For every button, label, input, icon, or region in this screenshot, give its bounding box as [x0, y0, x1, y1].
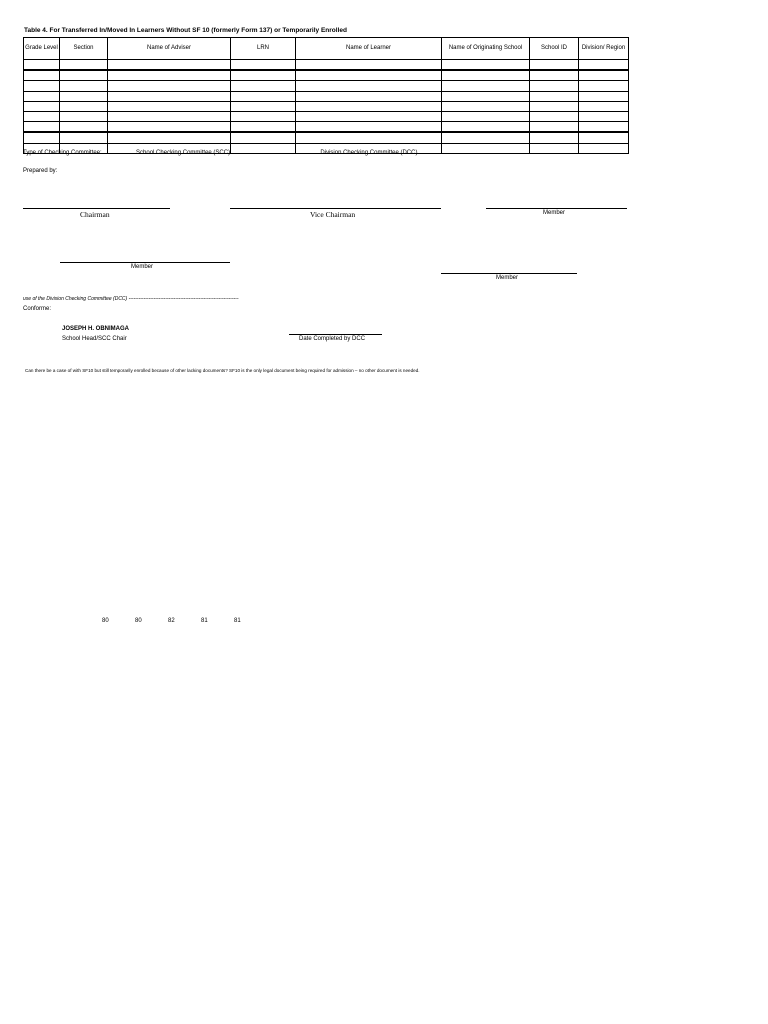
table-cell[interactable] [24, 132, 60, 143]
table-cell[interactable] [231, 60, 296, 71]
table-cell[interactable] [296, 132, 442, 143]
table-cell[interactable] [231, 81, 296, 91]
column-header: Section [60, 38, 108, 60]
table-row [24, 81, 629, 91]
table-cell[interactable] [530, 101, 579, 111]
table-cell[interactable] [60, 111, 108, 121]
table-cell[interactable] [296, 101, 442, 111]
table-cell[interactable] [108, 101, 231, 111]
number-1: 80 [102, 618, 109, 624]
dcc-option-label: Division Checking Committee (DCC) [320, 150, 418, 156]
conforme-label: Conforme: [23, 306, 52, 312]
dcc-checkbox-blank[interactable] [301, 147, 317, 154]
table-cell[interactable] [108, 111, 231, 121]
table-cell[interactable] [231, 101, 296, 111]
table-cell[interactable] [231, 70, 296, 81]
table-cell[interactable] [442, 122, 530, 133]
table-cell[interactable] [442, 143, 530, 153]
table-cell[interactable] [60, 81, 108, 91]
table-row [24, 70, 629, 81]
scc-option-label: School Checking Committee (SCC) [136, 150, 231, 156]
learners-table [23, 37, 629, 154]
number-5: 81 [234, 618, 241, 624]
scc-checkbox-blank[interactable] [117, 147, 133, 154]
table-cell[interactable] [442, 91, 530, 101]
table-cell[interactable] [108, 91, 231, 101]
chairman-signature-line [23, 208, 170, 209]
table-row [24, 111, 629, 121]
column-header: LRN [231, 38, 296, 60]
note-text: Can there be a case of with SF10 but still temporarily enrolled because of other lacking documents? SF10 is the only legal document being required for admission – no other document is needed. [25, 368, 420, 373]
chairman-label: Chairman [80, 210, 110, 219]
table-cell[interactable] [579, 132, 629, 143]
table-cell[interactable] [442, 101, 530, 111]
column-header: Name of Adviser [108, 38, 231, 60]
table-cell[interactable] [579, 60, 629, 71]
table-cell[interactable] [60, 132, 108, 143]
table-cell[interactable] [579, 143, 629, 153]
table-cell[interactable] [296, 70, 442, 81]
table-cell[interactable] [579, 70, 629, 81]
table-cell[interactable] [579, 111, 629, 121]
member-right-label: Member [496, 275, 519, 281]
table-cell[interactable] [231, 91, 296, 101]
table-cell[interactable] [296, 122, 442, 133]
table-cell[interactable] [442, 81, 530, 91]
column-header: Name of Learner [296, 38, 442, 60]
table-cell[interactable] [108, 81, 231, 91]
table-cell[interactable] [579, 81, 629, 91]
table-row [24, 101, 629, 111]
table-cell[interactable] [296, 91, 442, 101]
table-cell[interactable] [24, 101, 60, 111]
vice-chairman-label: Vice Chairman [310, 210, 356, 219]
column-header: Grade Level [24, 38, 60, 60]
table-cell[interactable] [442, 70, 530, 81]
table-cell[interactable] [442, 60, 530, 71]
vice-chairman-signature-line [230, 208, 441, 209]
table-cell[interactable] [579, 122, 629, 133]
table-cell[interactable] [442, 111, 530, 121]
table-cell[interactable] [579, 91, 629, 101]
table-cell[interactable] [60, 91, 108, 101]
table-cell[interactable] [530, 81, 579, 91]
table-cell[interactable] [442, 132, 530, 143]
member-top-label: Member [543, 210, 566, 216]
number-4: 81 [201, 618, 208, 624]
table-header-row [24, 38, 629, 60]
table-cell[interactable] [24, 70, 60, 81]
member-left-label: Member [131, 264, 154, 270]
table-cell[interactable] [231, 132, 296, 143]
number-3: 82 [168, 618, 175, 624]
table-cell[interactable] [296, 81, 442, 91]
member-right-signature-line [441, 273, 577, 274]
committee-type [23, 147, 417, 156]
table-cell[interactable] [108, 60, 231, 71]
date-completed-label: Date Completed by DCC [299, 336, 366, 342]
table-cell[interactable] [24, 81, 60, 91]
table-cell[interactable] [530, 111, 579, 121]
number-2: 80 [135, 618, 142, 624]
table-cell[interactable] [296, 60, 442, 71]
table-cell[interactable] [24, 91, 60, 101]
column-header: Division/ Region [579, 38, 629, 60]
member-left-signature-line [60, 262, 230, 263]
table-cell[interactable] [530, 143, 579, 153]
table-row [24, 91, 629, 101]
table-cell[interactable] [108, 70, 231, 81]
table-cell[interactable] [24, 111, 60, 121]
table-cell[interactable] [530, 60, 579, 71]
column-header: School ID [530, 38, 579, 60]
prepared-by-label: Prepared by: [23, 168, 58, 174]
table-row [24, 60, 629, 71]
table-cell[interactable] [60, 70, 108, 81]
column-header: Name of Originating School [442, 38, 530, 60]
table-cell[interactable] [530, 132, 579, 143]
table-cell[interactable] [60, 122, 108, 133]
table-cell[interactable] [60, 60, 108, 71]
dcc-use-note: use of the Division Checking Committee (DCC) ------------------------------------------------------------------ [23, 296, 239, 302]
table-cell[interactable] [579, 101, 629, 111]
table-cell[interactable] [24, 122, 60, 133]
table-cell[interactable] [108, 132, 231, 143]
table-cell[interactable] [231, 122, 296, 133]
table-cell[interactable] [231, 111, 296, 121]
table-cell[interactable] [530, 122, 579, 133]
table-cell[interactable] [108, 122, 231, 133]
committee-label: Type of Checking Committee: [23, 150, 102, 156]
table-row [24, 122, 629, 133]
school-head-name: JOSEPH H. OBNIMAGA [62, 326, 130, 332]
member-top-signature-line [486, 208, 627, 209]
table-title: Table 4. For Transferred In/Moved In Learners Without SF 10 (formerly Form 137) or Temporarily Enrolled [24, 27, 347, 34]
table-cell[interactable] [296, 111, 442, 121]
table-cell[interactable] [24, 60, 60, 71]
table-row [24, 132, 629, 143]
school-head-title: School Head/SCC Chair [62, 336, 127, 342]
date-signature-line [289, 334, 382, 335]
table-cell[interactable] [530, 91, 579, 101]
table-cell[interactable] [60, 101, 108, 111]
table-cell[interactable] [530, 70, 579, 81]
